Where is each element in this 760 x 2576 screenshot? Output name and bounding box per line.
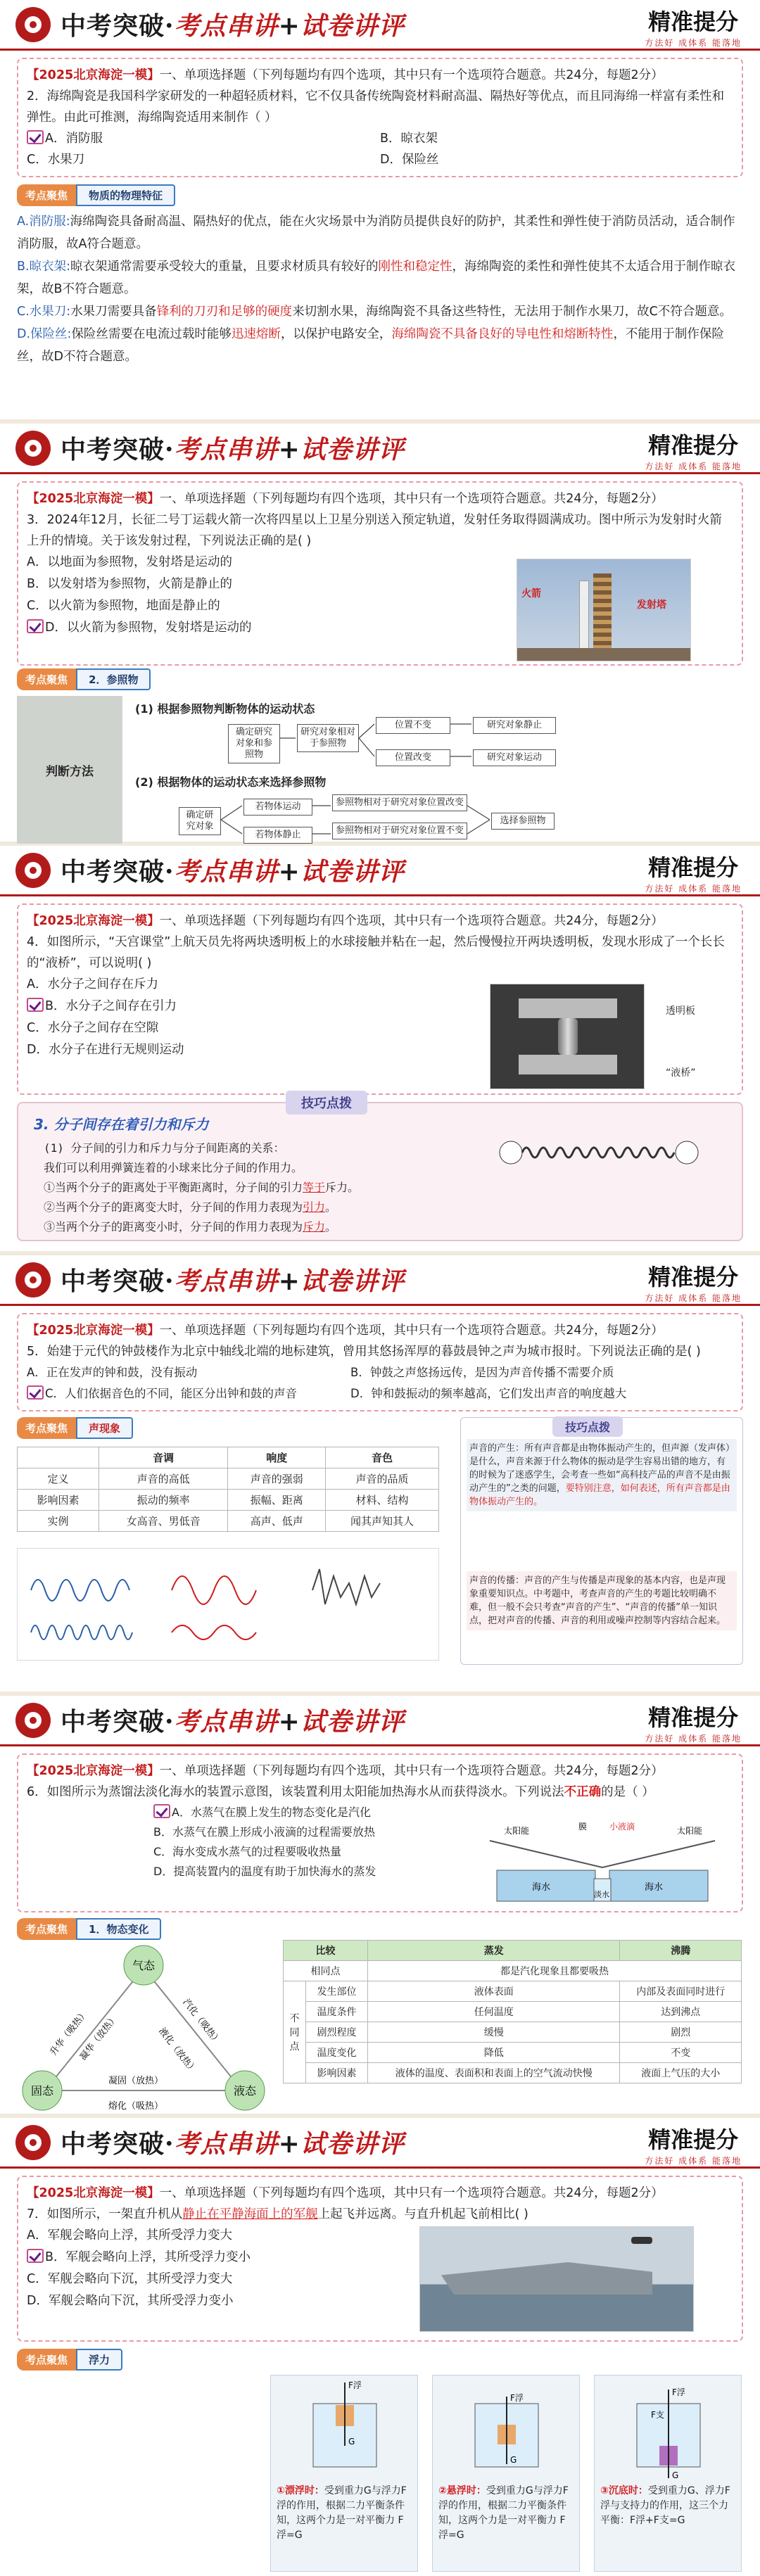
panel-q6 <box>0 1696 760 2118</box>
analysis <box>17 210 743 368</box>
tower-label: 发射塔 <box>637 599 666 611</box>
svg-text:升华（吸热）: 升华（吸热） <box>48 2007 91 2058</box>
option-d[interactable]: D．水分子在进行无规则运动 <box>27 1043 184 1057</box>
rocket-label: 火箭 <box>521 588 541 599</box>
svg-text:凝华（放热）: 凝华（放热） <box>77 2012 120 2063</box>
header-title: 中考突破·考点串讲+试卷讲评 <box>61 857 405 887</box>
checkmark-icon <box>27 998 44 1012</box>
sound-table: 音调 响度 音色 定义 声音的高低 声音的强弱 声音的品质 影响因素 振动的频率 振幅、距离 材料、结构 实例 女高音、男低音 高声、低声 闻其声知其人 <box>17 1447 439 1532</box>
panel-q2 <box>0 0 760 424</box>
method-1: (1) 根据参照物判断物体的运动状态 <box>135 702 315 716</box>
question-text: 5．始建于元代的钟鼓楼作为北京中轴线北端的地标建筑，曾用其悠扬浑厚的暮鼓晨钟之声为城市报时。下列说法正确的是( ) <box>27 1345 701 1359</box>
rocket-launch-image <box>517 559 691 661</box>
svg-text:太阳能: 太阳能 <box>504 1826 530 1836</box>
options <box>27 974 421 1061</box>
svg-text:G: G <box>348 2437 355 2447</box>
option-a[interactable]: A．水蒸气在膜上发生的物态变化是汽化 <box>153 1803 393 1822</box>
desalination-diagram <box>476 1820 736 1908</box>
svg-text:熔化（吸热）: 熔化（吸热） <box>108 2101 164 2112</box>
buoyancy-card-suspend: F浮 G ②悬浮时：受到重力G与浮力F浮的作用，根据二力平衡条件知，这两个力是一对平衡力 F浮=G <box>432 2375 580 2572</box>
flow-box: 研究对象运动 <box>473 749 556 766</box>
svg-text:F支: F支 <box>651 2410 664 2420</box>
buoyancy-card-float: F浮 G ①漂浮时：受到重力G与浮力F浮的作用，根据二力平衡条件知，这两个力是一对平衡力 F浮=G <box>270 2375 418 2572</box>
checkmark-icon <box>153 1804 170 1818</box>
question-box <box>17 2176 743 2342</box>
svg-text:液态: 液态 <box>234 2084 257 2098</box>
svg-text:小液滴: 小液滴 <box>609 1822 635 1832</box>
option-b[interactable]: B．军舰会略向上浮，其所受浮力变小 <box>27 2247 421 2269</box>
tip-heading: 3. 分子间存在着引力和斥力 <box>34 1116 209 1133</box>
flow-box: 研究对象静止 <box>473 717 556 734</box>
analysis-line: A.消防服:海绵陶瓷具备耐高温、隔热好的优点，能在火灾场景中为消防员提供良好的防护，其柔性和弹性使于消防员活动，适合制作消防服，故A符合题意。 <box>17 215 735 251</box>
svg-text:固态: 固态 <box>31 2084 54 2098</box>
flow-box: 参照物相对于研究对象位置不变 <box>332 823 467 839</box>
question-box <box>17 481 743 666</box>
question-head: 【2025北京海淀一模】一、单项选择题（下列每题均有四个选项，其中只有一个选项符合题意。共24分，每题2分） <box>27 492 664 506</box>
bridge-label: “液桥” <box>666 1067 696 1079</box>
header-bar <box>0 846 760 896</box>
liquid-bridge-image <box>490 984 645 1089</box>
flow-box: 位置改变 <box>376 749 450 766</box>
tip-title: 技巧点拨 <box>552 1416 623 1437</box>
key-point: 考点聚焦 浮力 <box>17 2349 743 2371</box>
float-diagram <box>271 2375 419 2481</box>
tip-text-1: 声音的产生：所有声音都是由物体振动产生的，但声源（发声体）是什么，声音来源于什么物体的振动是学生容易出错的地方，有的时候为了迷惑学生，会考查一些如“高科技产品的声音不是由振动产生的”之类的问题，要特别注意，如何表述，所有声音都是由物体振动产生的。 <box>467 1439 737 1511</box>
key-point: 考点聚焦 物质的物理特征 <box>17 184 743 206</box>
brand-logo-icon <box>15 431 51 466</box>
options <box>27 128 733 170</box>
option-b[interactable]: B．水分子之间存在引力 <box>27 996 421 1017</box>
buoyancy-cards <box>17 2375 743 2572</box>
question-head: 【2025北京海淀一模】一、单项选择题（下列每题均有四个选项，其中只有一个选项符合题意。共24分，每题2分） <box>27 1324 664 1338</box>
method-2: (2) 根据物体的运动状态来选择参照物 <box>135 775 327 789</box>
question-box <box>17 1313 743 1411</box>
option-d[interactable]: D．军舰会略向下沉，其所受浮力变小 <box>27 2294 234 2308</box>
header-title: 中考突破·考点串讲+试卷讲评 <box>61 1707 405 1737</box>
option-a[interactable]: A．以地面为参照物，发射塔是运动的 <box>27 555 232 569</box>
option-c[interactable]: C．水分子之间存在空隙 <box>27 1021 159 1035</box>
flow-box: 若物体运动 <box>243 799 312 816</box>
brand-logo-icon <box>15 2125 51 2160</box>
option-b[interactable]: B．水蒸气在膜上形成小液滴的过程需要放热 <box>153 1825 375 1839</box>
tip-title: 技巧点拨 <box>286 1091 367 1115</box>
analysis-line: B.晾衣架:晾衣架通常需要承受较大的重量，且要求材质具有较好的刚性和稳定性，海绵陶瓷的柔性和弹性使其不太适合用于制作晾衣架，故B不符合题意。 <box>17 260 735 296</box>
svg-text:G: G <box>672 2470 679 2480</box>
header-bar <box>0 0 760 51</box>
option-a[interactable]: A．消防服 <box>27 128 380 149</box>
option-b[interactable]: B．钟鼓之声悠扬远传，是因为声音传播不需要介质 <box>350 1366 614 1379</box>
options <box>27 1362 733 1404</box>
suspend-diagram <box>433 2375 581 2481</box>
method-label: 判断方法 <box>17 696 122 844</box>
option-c[interactable]: C．军舰会略向下沉，其所受浮力变大 <box>27 2272 233 2286</box>
option-c[interactable]: C．以火箭为参照物，地面是静止的 <box>27 599 220 613</box>
option-d[interactable]: D．保险丝 <box>380 153 439 167</box>
header-bar <box>0 1255 760 1306</box>
svg-text:F浮: F浮 <box>672 2387 685 2397</box>
svg-text:汽化（吸热）: 汽化（吸热） <box>180 1997 223 2048</box>
brand-logo-icon <box>15 7 51 42</box>
svg-text:膜: 膜 <box>578 1822 588 1832</box>
svg-text:淡水: 淡水 <box>594 1890 609 1899</box>
svg-text:液化（放热）: 液化（放热） <box>156 2026 199 2076</box>
question-head: 【2025北京海淀一模】一、单项选择题（下列每题均有四个选项，其中只有一个选项符合题意。共24分，每题2分） <box>27 68 664 82</box>
header-title: 中考突破·考点串讲+试卷讲评 <box>61 435 405 464</box>
header-title: 中考突破·考点串讲+试卷讲评 <box>61 11 405 41</box>
panel-q4 <box>0 846 760 1255</box>
flow-box: 研究对象相对于参照物 <box>297 724 359 752</box>
header-badge: 精准提分 方法好 成体系 能落地 <box>645 2126 742 2166</box>
header-badge: 精准提分 方法好 成体系 能落地 <box>645 854 742 894</box>
svg-text:F浮: F浮 <box>348 2380 362 2390</box>
option-d[interactable]: D．提高装置内的温度有助于加快海水的蒸发 <box>153 1865 376 1878</box>
panel-q5 <box>0 1255 760 1696</box>
header-badge: 精准提分 方法好 成体系 能落地 <box>645 1264 742 1303</box>
tip-body: (1) 分子间的引力和斥力与分子间距离的关系： 我们可以利用弹簧连着的小球来比分子间的作用力。 ①当两个分子的距离处于平衡距离时，分子间的引力等于斥力。 ②当两个分子的距离变大时，分子间的作用力表现为引力。 ③当两个分子的距离变小时，分子间的作用力表现为斥力。 <box>44 1141 360 1233</box>
svg-text:太阳能: 太阳能 <box>677 1826 703 1836</box>
question-text: 2．海绵陶瓷是我国科学家研发的一种超轻质材料，它不仅具备传统陶瓷材料耐高温、隔热好等优点，而且同海绵一样富有柔性和弹性。由此可推测，海绵陶瓷适用来制作（ ） <box>27 89 725 125</box>
header-badge: 精准提分 方法好 成体系 能落地 <box>645 432 742 471</box>
question-text: 7．如图所示，一架直升机从静止在平静海面上的军舰上起飞并远离。与直升机起飞前相比( ) <box>27 2207 528 2221</box>
svg-text:海水: 海水 <box>645 1882 664 1893</box>
svg-text:气态: 气态 <box>132 1959 156 1972</box>
sink-diagram <box>595 2375 742 2481</box>
option-b[interactable]: B．晾衣架 <box>380 132 438 146</box>
options <box>27 1803 393 1882</box>
question-text: 4．如图所示，“天宫课堂”上航天员先将两块透明板上的水球接触并粘在一起，然后慢慢拉开两块透明板，发现水形成了一个长长的“液桥”，可以说明( ) <box>27 935 725 970</box>
checkmark-icon <box>27 2249 44 2263</box>
svg-text:凝固（放热）: 凝固（放热） <box>108 2076 164 2086</box>
svg-text:F浮: F浮 <box>510 2393 524 2403</box>
question-box <box>17 58 743 177</box>
header-bar <box>0 424 760 474</box>
state-change-triangle <box>17 1940 277 2120</box>
option-d[interactable]: D．以火箭为参照物，发射塔是运动的 <box>27 617 449 639</box>
brand-logo-icon <box>15 853 51 888</box>
option-c[interactable]: C．人们依据音色的不同，能区分出钟和鼓的声音 <box>27 1383 350 1404</box>
question-head: 【2025北京海淀一模】一、单项选择题（下列每题均有四个选项，其中只有一个选项符合题意。共24分，每题2分） <box>27 1764 664 1778</box>
options <box>27 552 449 639</box>
header-bar <box>0 2118 760 2169</box>
brand-logo-icon <box>15 1262 51 1297</box>
options <box>27 2225 421 2312</box>
compare-table: 比较 蒸发 沸腾 相同点 都是汽化现象且都要吸热 不同点 发生部位 液体表面 内部及表面同时进行 温度条件 任何温度 达到沸点 剧烈程度 缓慢 剧烈 温度变化 降低 不变 影响因素 液体的温度、表面积和表面上的空气流动快慢 液面上气压的大小 <box>283 1940 742 2083</box>
waveform-figures <box>17 1548 439 1661</box>
option-a[interactable]: A．正在发声的钟和鼓，没有振动 <box>27 1366 198 1379</box>
option-b[interactable]: B．以发射塔为参照物，火箭是静止的 <box>27 577 233 591</box>
question-text: 6．如图所示为蒸馏法淡化海水的装置示意图，该装置利用太阳能加热海水从而获得淡水。下列说法不正确的是（ ） <box>27 1785 654 1799</box>
flow-box: 选择参照物 <box>491 813 555 830</box>
option-c[interactable]: C．水果刀 <box>27 153 85 167</box>
header-title: 中考突破·考点串讲+试卷讲评 <box>61 1267 405 1296</box>
option-a[interactable]: A．水分子之间存在斥力 <box>27 977 158 991</box>
option-a[interactable]: A．军舰会略向上浮，其所受浮力变大 <box>27 2228 232 2242</box>
header-title: 中考突破·考点串讲+试卷讲评 <box>61 2129 405 2159</box>
tip-text-2: 声音的传播：声音的产生与传播是声现象的基本内容，也是声现象重要知识点。中考题中，考查声音的产生的考题比较明确不难，但一般不会只考查“声音的产生”、“声音的传播”单一知识点，把对声音的传播、声音的利用或噪声控制等内容结合起来。 <box>467 1571 737 1630</box>
analysis-line: D.保险丝:保险丝需要在电流过载时能够迅速熔断，以保护电路安全，海绵陶瓷不具备良好的导电性和熔断特性，不能用于制作保险丝，故D不符合题意。 <box>17 327 724 364</box>
tip-box <box>17 1096 743 1241</box>
brand-logo-icon <box>15 1703 51 1738</box>
svg-text:G: G <box>510 2455 517 2465</box>
panel-q3 <box>0 424 760 846</box>
option-c[interactable]: C．海水变成水蒸气的过程要吸收热量 <box>153 1845 342 1858</box>
plate-label: 透明板 <box>666 1005 695 1017</box>
buoyancy-card-sink: F浮 F支 G ③沉底时：受到重力G、浮力F浮与支持力的作用，这三个力平衡：F浮+F支=G <box>594 2375 742 2572</box>
header-bar <box>0 1696 760 1746</box>
question-box <box>17 1753 743 1912</box>
header-badge: 精准提分 方法好 成体系 能落地 <box>645 8 742 48</box>
flow-box: 参照物相对于研究对象位置改变 <box>332 794 467 811</box>
key-point: 考点聚焦 2．参照物 <box>17 668 743 690</box>
checkmark-icon <box>27 130 44 144</box>
question-text: 3．2024年12月，长征二号丁运载火箭一次将四星以上卫星分别送入预定轨道，发射任务取得圆满成功。图中所示为发射时火箭上升的情境。关于该发射过程，下列说法正确的是( ) <box>27 513 722 548</box>
option-d[interactable]: D．钟和鼓振动的频率越高，它们发出声音的响度越大 <box>350 1387 627 1400</box>
question-head: 【2025北京海淀一模】一、单项选择题（下列每题均有四个选项，其中只有一个选项符合题意。共24分，每题2分） <box>27 914 664 928</box>
question-head: 【2025北京海淀一模】一、单项选择题（下列每题均有四个选项，其中只有一个选项符合题意。共24分，每题2分） <box>27 2186 664 2200</box>
tip-box <box>460 1417 743 1665</box>
flow-box: 确定研究对象 <box>179 807 221 835</box>
analysis-line: C.水果刀:水果刀需要具备锋利的刀刃和足够的硬度来切割水果，海绵陶瓷不具备这些特性，无法用于制作水果刀，故C不符合题意。 <box>17 305 732 319</box>
question-box <box>17 903 743 1095</box>
spring-model-icon <box>497 1131 701 1174</box>
panel-q7 <box>0 2118 760 2565</box>
warship-image <box>419 2226 694 2332</box>
svg-text:海水: 海水 <box>532 1882 551 1893</box>
flow-box: 若物体静止 <box>243 827 312 844</box>
flow-box: 位置不变 <box>376 717 450 734</box>
key-point: 考点聚焦 1．物态变化 <box>17 1918 743 1940</box>
checkmark-icon <box>27 619 44 633</box>
method-diagram <box>17 696 743 844</box>
key-point: 考点聚焦 声现象 <box>17 1417 743 1439</box>
header-badge: 精准提分 方法好 成体系 能落地 <box>645 1704 742 1744</box>
flow-box: 确定研究对象和参照物 <box>228 724 280 763</box>
checkmark-icon <box>27 1385 44 1400</box>
